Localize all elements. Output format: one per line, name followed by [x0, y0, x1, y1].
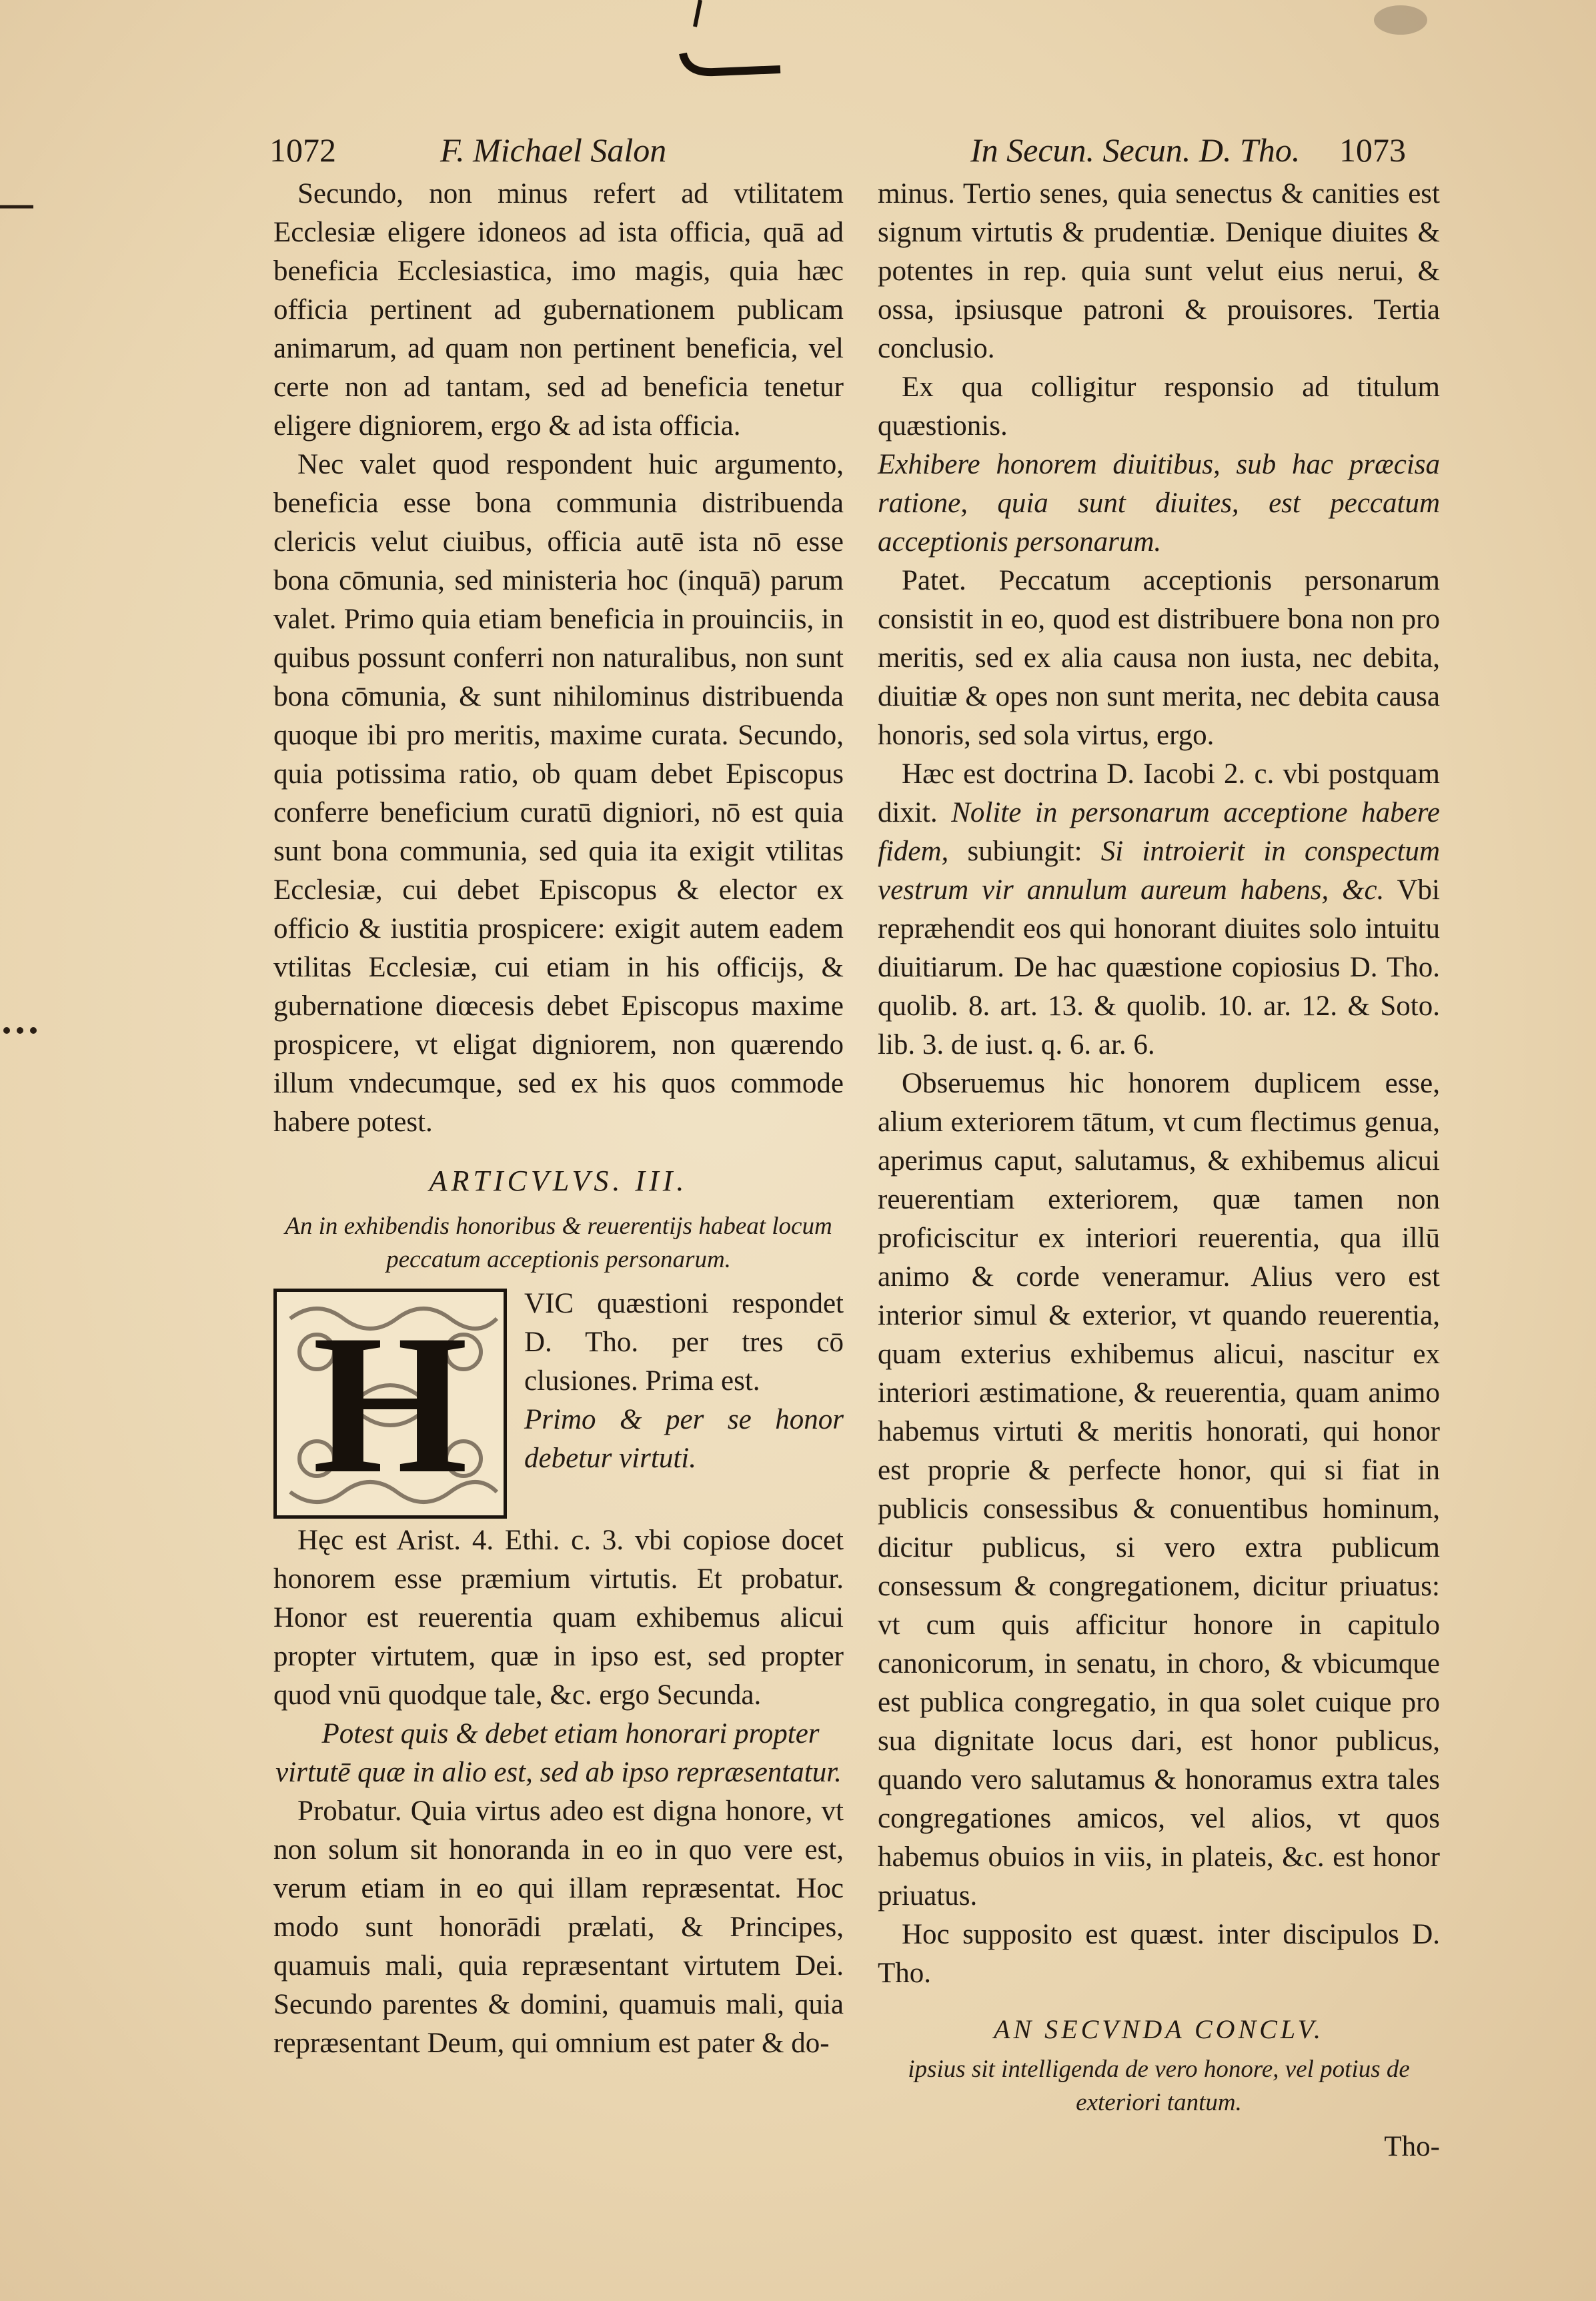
right-paragraph: Ex qua colligitur responsio ad titulum quæstionis. [878, 371, 1440, 442]
right-paragraph: Patet. Peccatum acceptionis personarum consistit in eo, quod est distribuere bona non pro meritis, sed ex alia causa non iusta, nec debita, diuitiæ & opes non sunt merita, nec debita causa honoris, sed sola virtus, ergo. [878, 565, 1440, 751]
left-column [273, 175, 844, 2063]
iacobi-connector: subiungit: [967, 836, 1082, 867]
left-running-head: F. Michael Salon [440, 131, 667, 169]
right-running-head: In Secun. Secun. D. Tho. [970, 131, 1301, 169]
right-page-number: 1073 [1339, 131, 1406, 169]
right-paragraph-iacobi [878, 755, 1440, 1064]
article-question: An in exhibendis honoribus & reuerentijs habeat locum peccatum acceptionis personarum. [285, 1213, 832, 1273]
scripture-quote: Si introierit in conspectum vestrum vir annulum aureum habens, &c. [878, 836, 1440, 906]
article-response: VIC quæstioni respondet D. Tho. per tres cō clusiones. Prima est. [524, 1288, 844, 1397]
right-paragraph: Hoc supposito est quæst. inter discipulos D. Tho. [878, 1919, 1440, 1989]
left-paragraph: Nec valet quod respondent huic argumento, beneficia esse bona communia distribuenda clericis velut ciuibus, officia autē ista nō esse bona cōmunia, sed ministeria hoc (inquā) parum valet. Primo quia etiam beneficia in prouinciis, in quibus possunt conferri non naturalibus, non sunt bona cōmunia, & sunt nihilominus distribuenda quoque ibi pro meritis, maxime curata. Secundo, quia potissima ratio, ob quam debet Episcopus conferre beneficium curatū digniori, nō est quia sunt bona communia, sed quia ita exigit vtilitas Ecclesiæ, cui debet Episcopus & elector ex officio & iustitia prospicere: exigit autem eadem vtilitas Ecclesiæ, cui etiam in his officijs, & gubernatione diœcesis debet Episcopus maxime prospicere, vt eligat digniorem, non quærendo illum vndecumque, sed ex his quos commode habere potest. [273, 449, 844, 1138]
paragraph-after-first-conclusion: Hęc est Arist. 4. Ethi. c. 3. vbi copiose docet honorem esse præmium virtutis. Et probatur. Honor est reuerentia quam exhibemus alicui propter virtutem, quæ in ipso est, sed propter quod vnū quodque tale, &c. ergo Secunda. [273, 1525, 844, 1711]
ornamental-initial [273, 1289, 507, 1519]
scripture-quote: Nolite in personarum acceptione habere fidem, [878, 797, 1440, 867]
right-paragraph: minus. Tertio senes, quia senectus & canities est signum virtutis & prudentiæ. Denique diuites & potentes in rep. quia sunt velut eius nerui, & ossa, ipsiusque patroni & prouisores. Tertia conclusio. [878, 178, 1440, 364]
iacobi-intro: Hæc est doctrina D. Iacobi 2. c. vbi postquam dixit. [878, 758, 1440, 828]
drop-cap-text [524, 1285, 844, 1521]
paragraph-after-second-conclusion: Probatur. Quia virtus adeo est digna honore, vt non solum sit honoranda in eo in quo vere est, verum etiam in eo qui illam repræsentat. Hoc modo sunt honorādi prælati, & Principes, quamuis mali, quia repræsentant virtutem Dei. Secundo parentes & domini, quamuis mali, quia repræsentant Deum, qui omnium est pater & do- [273, 1795, 844, 2059]
conclusion-second: Potest quis & debet etiam honorari propter virtutē quæ in alio est, sed ab ipso repræsentatur. [275, 1718, 842, 1788]
margin-dash [0, 200, 40, 213]
margin-dots [0, 1020, 47, 1040]
drop-cap-letter: H [312, 1293, 468, 1515]
right-column [878, 175, 1440, 2166]
ink-mark-top [674, 0, 794, 87]
left-page-number: 1072 [269, 131, 336, 169]
conclusion-first: Primo & per se honor debetur virtuti. [524, 1404, 844, 1474]
right-paragraph: Obseruemus hic honorem duplicem esse, alium exteriorem tātum, vt cum flectimus genua, aperimus caput, salutamus, & exhibemus alicui reuerentiam exteriorem, quæ tamen non proficiscitur ex interiori reuerentia, qua illū animo & corde veneramur. Alius vero est interior simul & exterior, vt quando reuerentia, quam exterius exhibemus alicui, nascitur ex interiori æstimatione, & reuerentia, quam animo habemus virtuti & meritis honorati, qui honor est proprie & perfecte honor, qui si fiat in publicis consessibus & conuentibus hominum, dicitur publicus, si vero extra publicum consessum & congregationem, dicitur priuatus: vt cum quis afficitur honore in capitulo canonicorum, in senatu, in choro, & vbicumque est publica congregatio, in qua solet cuique pro sua dignitate locus dari, est honor publicus, quando vero salutamus & honoramus extra tales congregationes amicos, vel alios, vt quos habemus obuios in viis, in plateis, &c. est honor priuatus. [878, 1068, 1440, 1911]
question-text: ipsius sit intelligenda de vero honore, vel potius de exteriori tantum. [908, 2056, 1410, 2116]
iacobi-conclusion: Vbi repræhendit eos qui honorant diuites solo intuitu diuitiarum. De hac quæstione copiosius D. Tho. quolib. 8. art. 13. & quolib. 10. ar. 12. & Soto. lib. 3. de iust. q. 6. ar. 6. [878, 874, 1440, 1060]
question-heading: AN SECVNDA CONCLV. [994, 2014, 1324, 2044]
drop-cap-block [273, 1285, 844, 1521]
article-heading: ARTICVLVS. III. [429, 1165, 688, 1197]
conclusion-third: Exhibere honorem diuitibus, sub hac præcisa ratione, quia sunt diuites, est peccatum acceptionis personarum. [878, 449, 1440, 558]
catchword: Tho- [1384, 2131, 1440, 2162]
ink-smudge-corner [1361, 0, 1441, 47]
left-paragraph: Secundo, non minus refert ad vtilitatem Ecclesiæ eligere idoneos ad ista officia, quā ad beneficia Ecclesiastica, imo magis, quia hæc officia pertinent ad gubernationem publicam animarum, ad quam non pertinent beneficia, vel certe non ad tantam, sed ad beneficia tenetur eligere digniorem, ergo & ad ista officia. [273, 178, 844, 442]
